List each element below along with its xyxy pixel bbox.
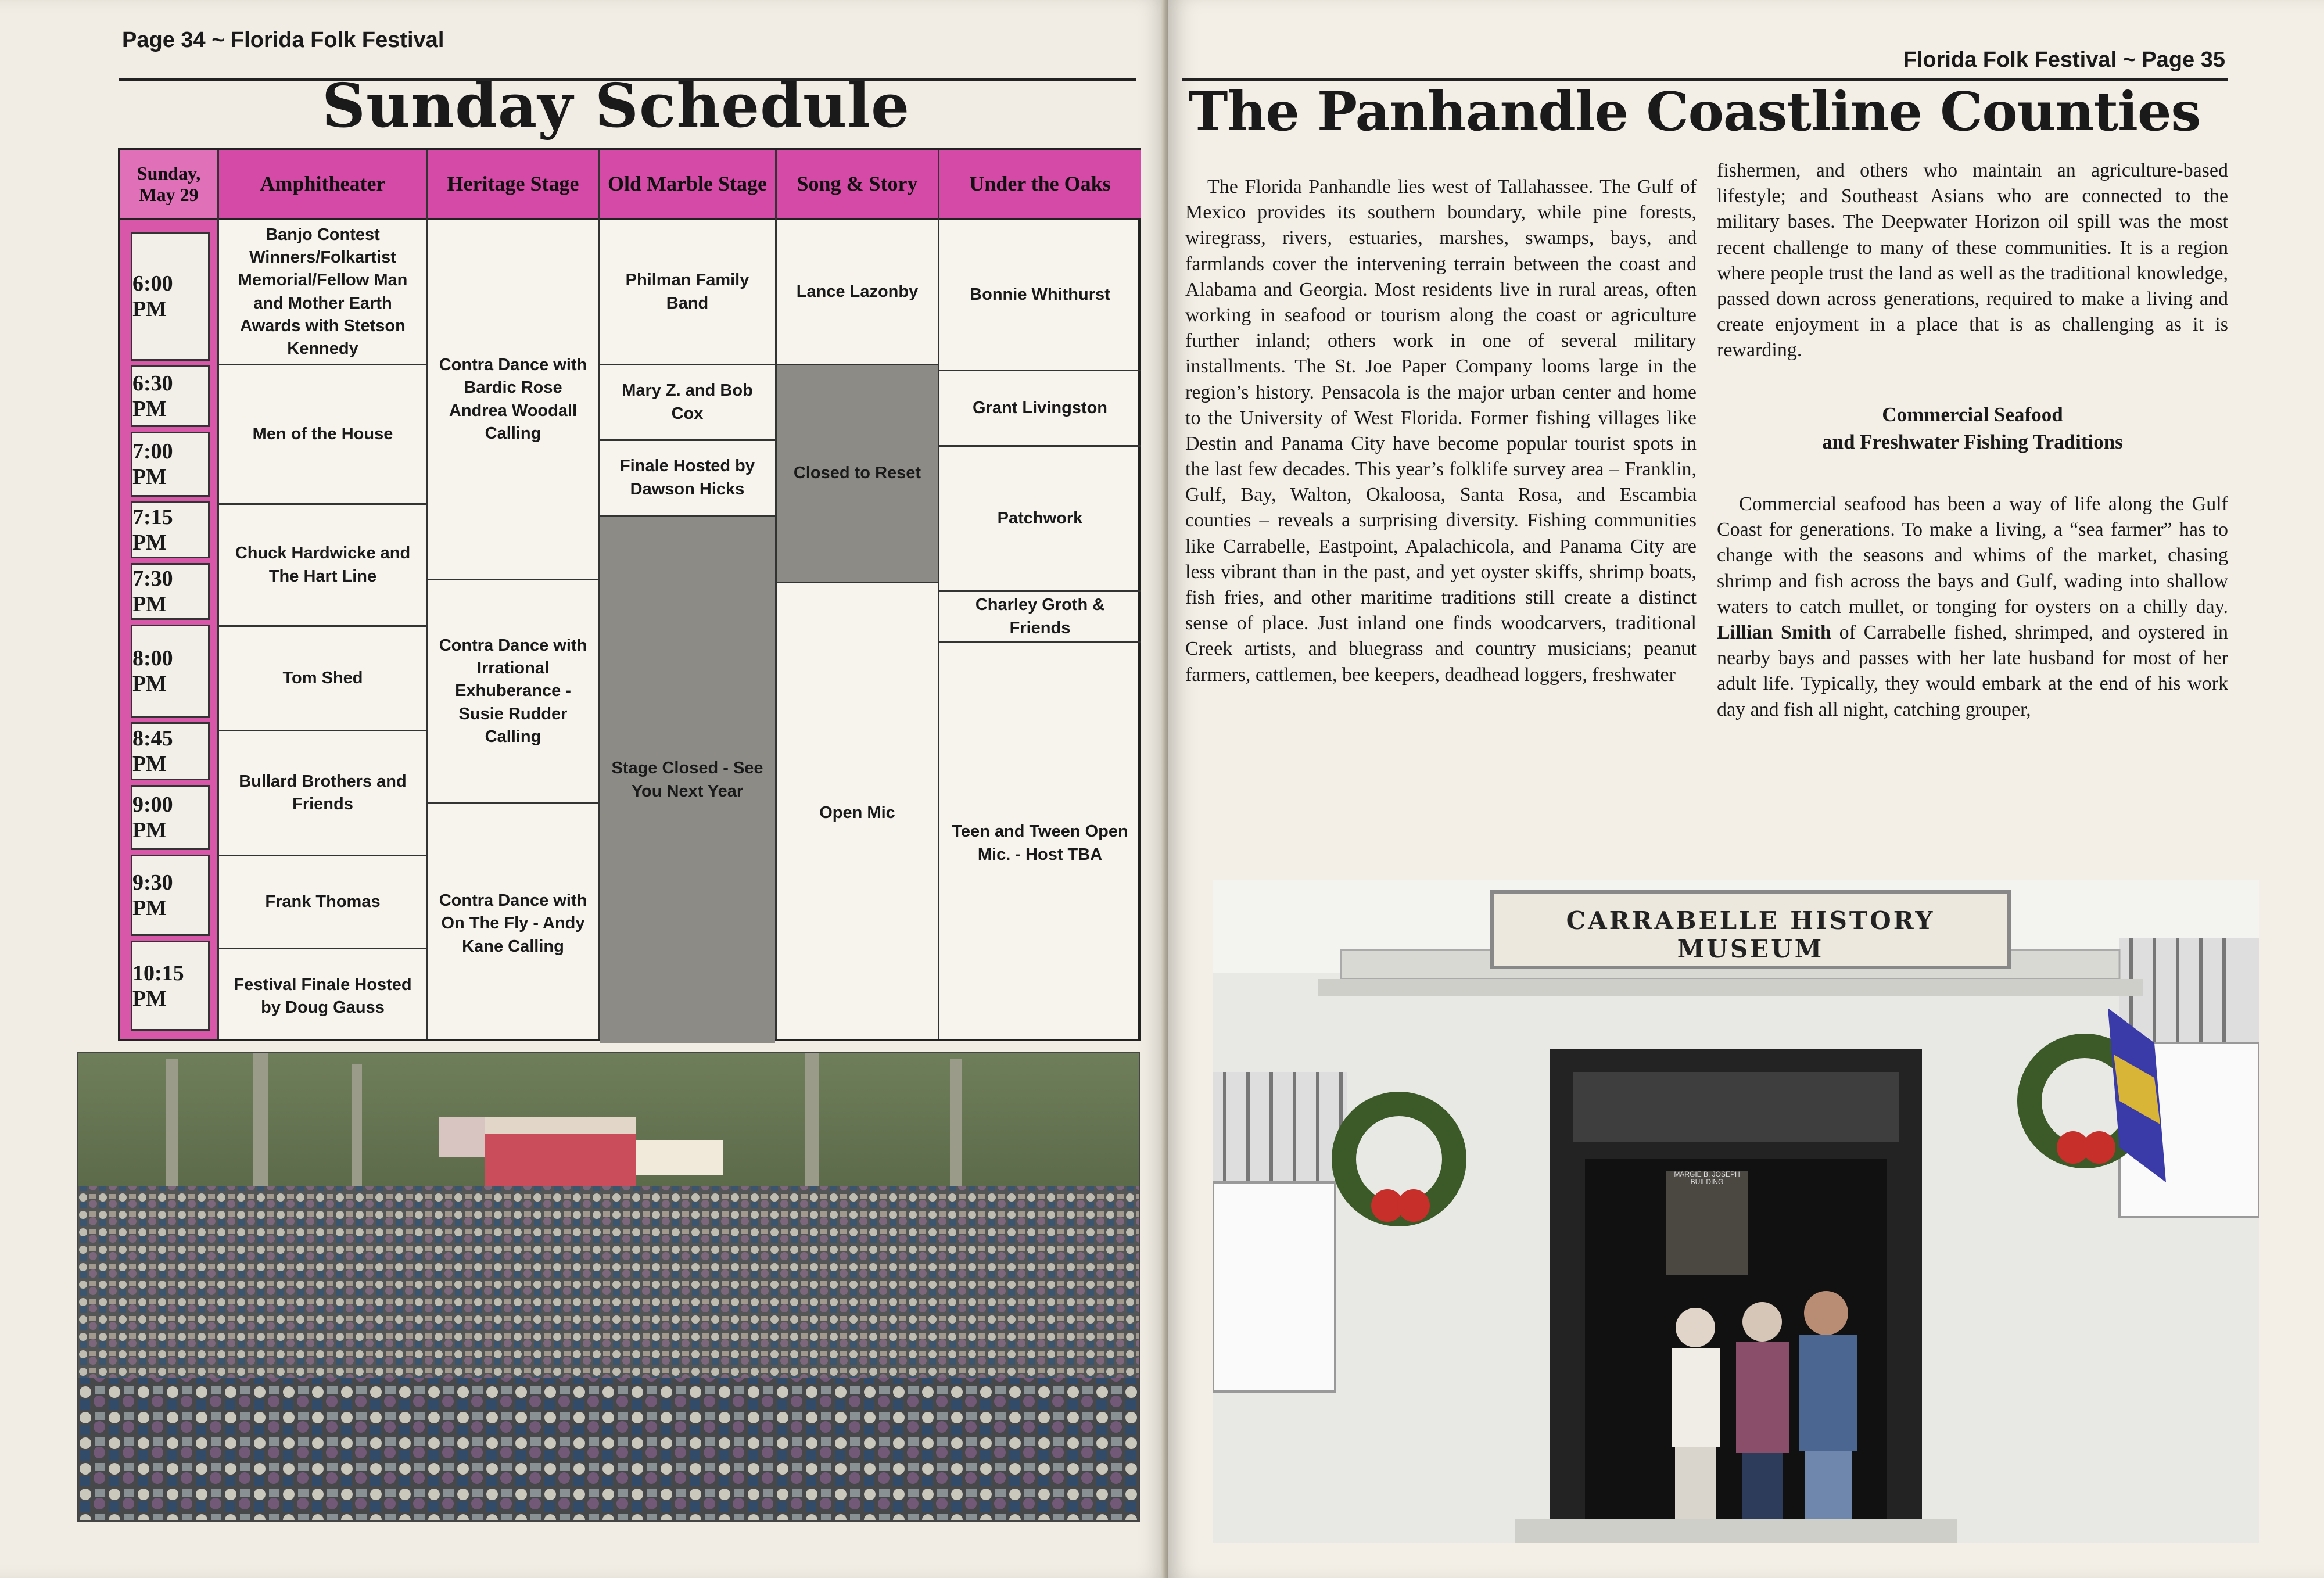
article-column-1 [1185, 174, 1697, 688]
schedule-cell: Tom Shed [219, 627, 426, 731]
article-title: The Panhandle Coastline Counties [1188, 80, 2201, 143]
schedule-cell: Teen and Tween Open Mic. - Host TBA [952, 822, 1128, 864]
article-paragraph: fishermen, and others who maintain an agriculture-based lifestyle; and Southeast Asians who are connected to the military bases. The Deepwater Horizon oil spill was the most recent challenge to many of these communities. It is a region where people trust the land as well as the traditional knowledge, passed down across generations, required to make a living and create enjoyment in a place that is as challenging as it is rewarding. [1717, 160, 2228, 361]
time-slot: 8:45 PM [131, 722, 210, 780]
schedule-cell: Open Mic [819, 804, 895, 823]
old-marble-column [600, 150, 777, 1039]
crowd-photo [77, 1052, 1140, 1522]
time-slot: 6:30 PM [131, 365, 210, 427]
schedule-cell: Stage Closed - See You Next Year [600, 517, 775, 1043]
time-slot: 6:00 PM [131, 232, 210, 361]
date-header: Sunday, May 29 [120, 150, 217, 220]
time-slot: 7:15 PM [131, 501, 210, 558]
header-amphitheater: Amphitheater [219, 150, 426, 220]
schedule-cell: Closed to Reset [777, 365, 938, 583]
article-column-2 [1717, 158, 2228, 723]
header-old-marble-stage: Old Marble Stage [600, 150, 775, 220]
museum-photo [1213, 880, 2259, 1543]
article-paragraph [1717, 492, 2228, 723]
right-folio: Florida Folk Festival ~ Page 35 [1903, 48, 2225, 72]
schedule-cell: Lance Lazonby [777, 220, 938, 365]
schedule-title: Sunday Schedule [321, 70, 910, 141]
left-folio: Page 34 ~ Florida Folk Festival [122, 28, 444, 52]
schedule-cell: Contra Dance with Irrational Exhuberance - Susie Rudder Calling [428, 580, 598, 804]
time-slot: 9:30 PM [131, 855, 210, 936]
time-slot: 7:00 PM [131, 432, 210, 497]
schedule-table [118, 148, 1141, 1041]
header-under-the-oaks: Under the Oaks [939, 150, 1141, 220]
header-heritage-stage: Heritage Stage [428, 150, 598, 220]
building-plaque-text: MARGIE B. JOSEPH BUILDING [1674, 1170, 1740, 1186]
schedule-cell: Contra Dance with Bardic Rose Andrea Woodall Calling [428, 220, 598, 580]
person-name: Lillian Smith [1717, 621, 1831, 643]
heritage-column [428, 150, 600, 1039]
schedule-cell: Finale Hosted by Dawson Hicks [600, 441, 775, 517]
time-slot: 8:00 PM [131, 625, 210, 718]
subhead-line: and Freshwater Fishing Traditions [1822, 430, 2123, 453]
under-oaks-column [939, 150, 1141, 1039]
article-paragraph: The Florida Panhandle lies west of Tallahassee. The Gulf of Mexico provides its southern boundary, while pine forests, wiregrass, rivers, estuaries, marshes, swamps, bays, and farmlands cover the intervening terrain between the coast and Alabama and Georgia. Most residents live in rural areas, often working in seafood or tourism along the coast or agriculture further inland; others work in one of several military installments. The St. Joe Paper Company looms large in the region’s history. Pensacola is the major urban center and home to the University of West Florida. Former fishing villages like Destin and Panama City have become popular tourist spots in the last few decades. This year’s folklife survey area – Franklin, Gulf, Bay, Walton, Okaloosa, Santa Rosa, and Escambia counties – reveals a surprising diversity. Fishing communities like Carrabelle, Eastpoint, Apalachicola, and Panama City are less vibrant than in the past, and yet oyster skiffs, shrimp boats, fish fries, and other maritime traditions still create a distinct sense of place. Just inland one finds woodcarvers, traditional Creek artists, and bluegrass and country musicians; peanut farmers, cattlemen, bee keepers, deadhead loggers, freshwater [1185, 176, 1697, 686]
song-story-column [777, 150, 939, 1039]
header-song-story: Song & Story [777, 150, 938, 220]
schedule-cell: Festival Finale Hosted by Doug Gauss [234, 975, 412, 1017]
schedule-cell: Grant Livingston [939, 371, 1141, 447]
amphitheater-column [219, 150, 428, 1039]
time-slot: 9:00 PM [131, 785, 210, 850]
schedule-cell: Mary Z. and Bob Cox [600, 365, 775, 441]
schedule-cell: Patchwork [939, 447, 1141, 592]
schedule-cell: Contra Dance with On The Fly - Andy Kane Calling [439, 891, 587, 956]
time-slot: 10:15 PM [131, 941, 210, 1031]
paragraph-text: Commercial seafood has been a way of life along the Gulf Coast for generations. To make a living, a “sea farmer” has to change with the seasons and whims of the market, chasing shrimp and fish across the bays and Gulf, wading into shallow waters to catch mullet, or tonging for oysters on a chilly day. [1717, 493, 2228, 618]
schedule-cell: Banjo Contest Winners/Folkartist Memorial/Fellow Man and Mother Earth Awards with Stetson Kennedy [219, 220, 426, 365]
subhead-line: Commercial Seafood [1882, 403, 2063, 426]
schedule-cell: Philman Family Band [600, 220, 775, 365]
schedule-cell: Bullard Brothers and Friends [219, 731, 426, 856]
time-column [120, 150, 219, 1039]
museum-sign-text: CARRABELLE HISTORY MUSEUM [1566, 906, 1935, 963]
schedule-cell: Bonnie Whithurst [939, 220, 1141, 371]
schedule-cell: Men of the House [219, 365, 426, 505]
article-subhead [1717, 401, 2228, 456]
schedule-cell: Chuck Hardwicke and The Hart Line [219, 505, 426, 627]
time-slot: 7:30 PM [131, 563, 210, 620]
paragraph-text: of Carrabelle fished, shrimped, and oystered in nearby bays and passes with her late husband for most of her adult life. Typically, they would embark at the end of his work day and fish all night, catching grouper, [1717, 621, 2229, 720]
schedule-cell: Frank Thomas [219, 856, 426, 949]
schedule-cell: Charley Groth & Friends [939, 592, 1141, 643]
